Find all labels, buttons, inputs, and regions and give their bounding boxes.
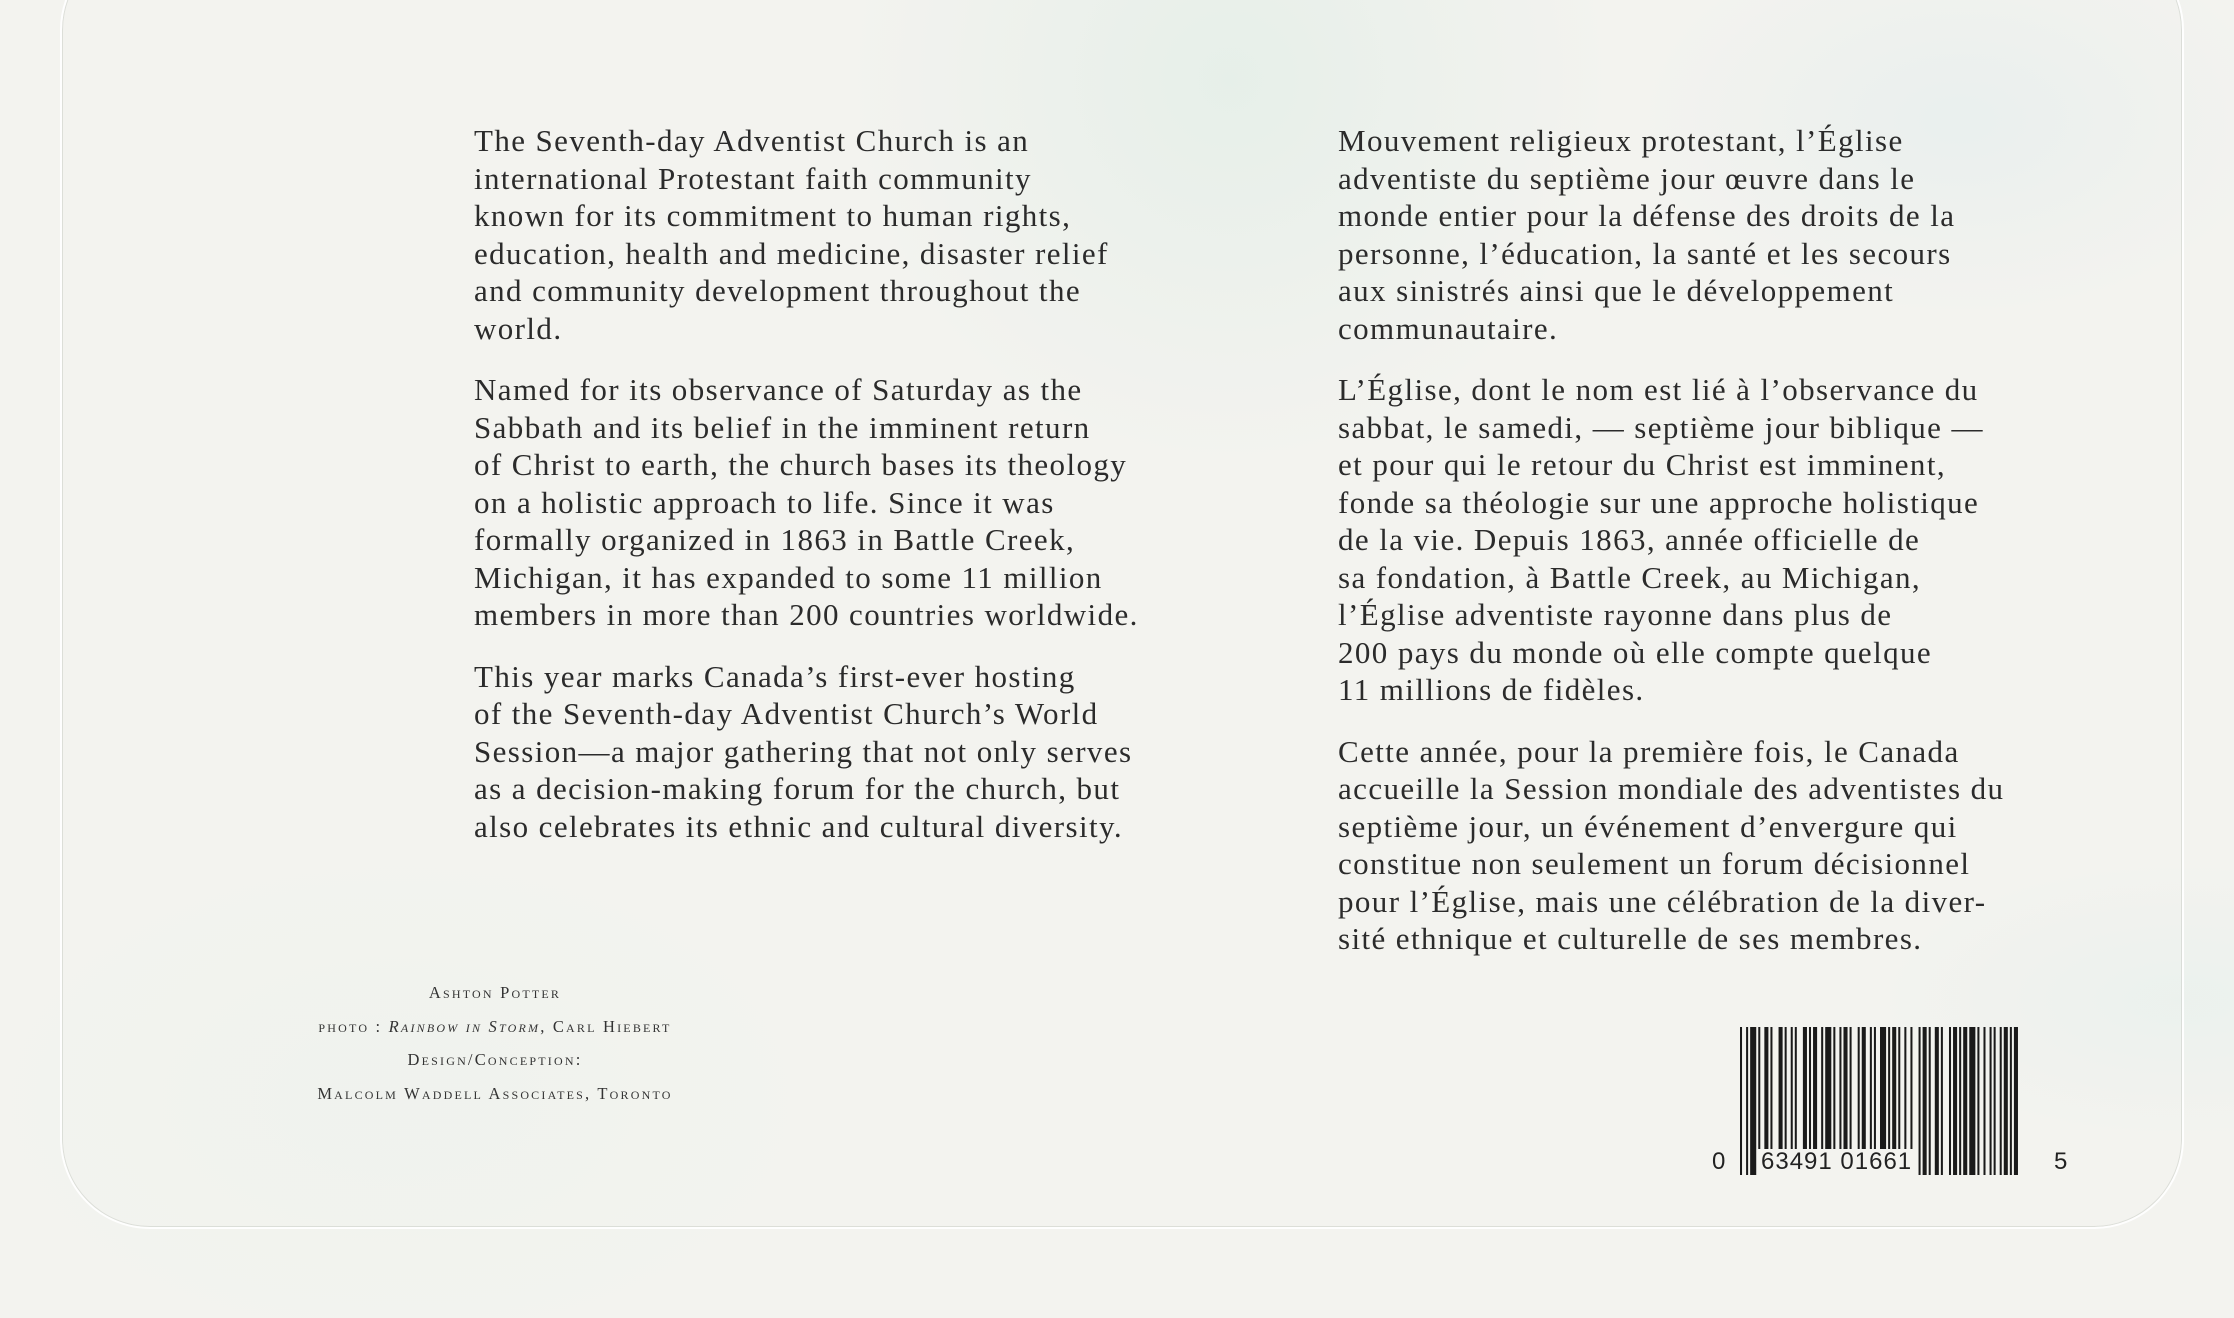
barcode-bar <box>1990 1027 1992 1175</box>
english-text-column <box>474 122 1284 869</box>
barcode-bar <box>1959 1027 1961 1175</box>
barcode-bar <box>1983 1027 1985 1175</box>
photo-title: Rainbow in Storm <box>388 1016 541 1036</box>
barcode-bar <box>1994 1027 1996 1175</box>
english-paragraph-3: This year marks Canada’s first-ever hosting of the Seventh-day Adventist Church’s World Session—a major gathering that not only serves as a decision-making forum for the church, but also celebrates its ethnic and cultural diversity. <box>474 658 1133 844</box>
barcode-bar <box>1929 1027 1931 1175</box>
barcode-bar <box>1746 1027 1748 1175</box>
barcode-bar <box>1750 1027 1756 1175</box>
barcode-bar <box>2010 1027 2012 1175</box>
barcode-bar <box>1740 1027 1742 1175</box>
barcode-bar <box>1935 1027 1939 1175</box>
english-paragraph-2: Named for its observance of Saturday as the Sabbath and its belief in the imminent return of Christ to earth, the church bases its theology on a holistic approach to life. Since it was formally organized in 1863 in Battle Creek, Michigan, it has expanded to some 11 million members in more than 200 countries worldwide. <box>474 372 1139 632</box>
barcode-bar <box>2000 1027 2002 1175</box>
barcode-bar <box>1977 1027 1979 1175</box>
upc-barcode <box>1712 1027 2072 1182</box>
photo-credit <box>230 1010 760 1044</box>
barcode-bar <box>1949 1027 1951 1175</box>
barcode-bar <box>1963 1027 1967 1175</box>
barcode-bar <box>1923 1027 1927 1175</box>
barcode-bar <box>2004 1027 2008 1175</box>
french-paragraph-2: L’Église, dont le nom est lié à l’observance du sabbat, le samedi, — septième jour biblique — et pour qui le retour du Christ est imminent, fonde sa théologie sur une approche holistique de la vie. Depuis 1863, année officielle de sa fondation, à Battle Creek, au Michigan, l’Église adventiste rayonne dans plus de 200 pays du monde où elle compte quelque 11 millions de fidèles. <box>1338 372 1984 707</box>
barcode-left-digit: 0 <box>1712 1148 1726 1175</box>
french-paragraph-3: Cette année, pour la première fois, le Canada accueille la Session mondiale des adventistes du septième jour, un événement d’envergure qui constitue non seulement un forum décisionnel pour l’Église, mais une célébration de la diver- sité ethnique et culturelle de ses membres. <box>1338 733 2005 956</box>
french-text-column <box>1338 122 2138 982</box>
printer-credit: Ashton Potter <box>428 983 562 1002</box>
photo-credit-prefix: photo : <box>318 1016 389 1036</box>
barcode-bar <box>1953 1027 1957 1175</box>
barcode-bar <box>2014 1027 2018 1175</box>
designer-credit: Malcolm Waddell Associates, Toronto <box>317 1083 673 1103</box>
barcode-bar <box>1919 1027 1921 1175</box>
french-paragraph-1: Mouvement religieux protestant, l’Église adventiste du septième jour œuvre dans le monde entier pour la défense des droits de la personne, l’éducation, la santé et les secours aux sinistrés ainsi que le développement communautaire. <box>1338 123 1956 346</box>
photographer-name: , Carl Hiebert <box>540 1016 672 1036</box>
barcode-middle-digits: 63491 01661 <box>1758 1149 1915 1175</box>
barcode-bar <box>1969 1027 1975 1175</box>
barcode-bar <box>1941 1027 1943 1175</box>
barcode-right-digit: 5 <box>2054 1148 2068 1175</box>
english-paragraph-1: The Seventh-day Adventist Church is an international Protestant faith community known for its commitment to human rights, education, health and medicine, disaster relief and community development throughout the world. <box>474 123 1109 346</box>
design-label: Design/Conception: <box>407 1050 583 1069</box>
printing-credits <box>230 976 760 1110</box>
